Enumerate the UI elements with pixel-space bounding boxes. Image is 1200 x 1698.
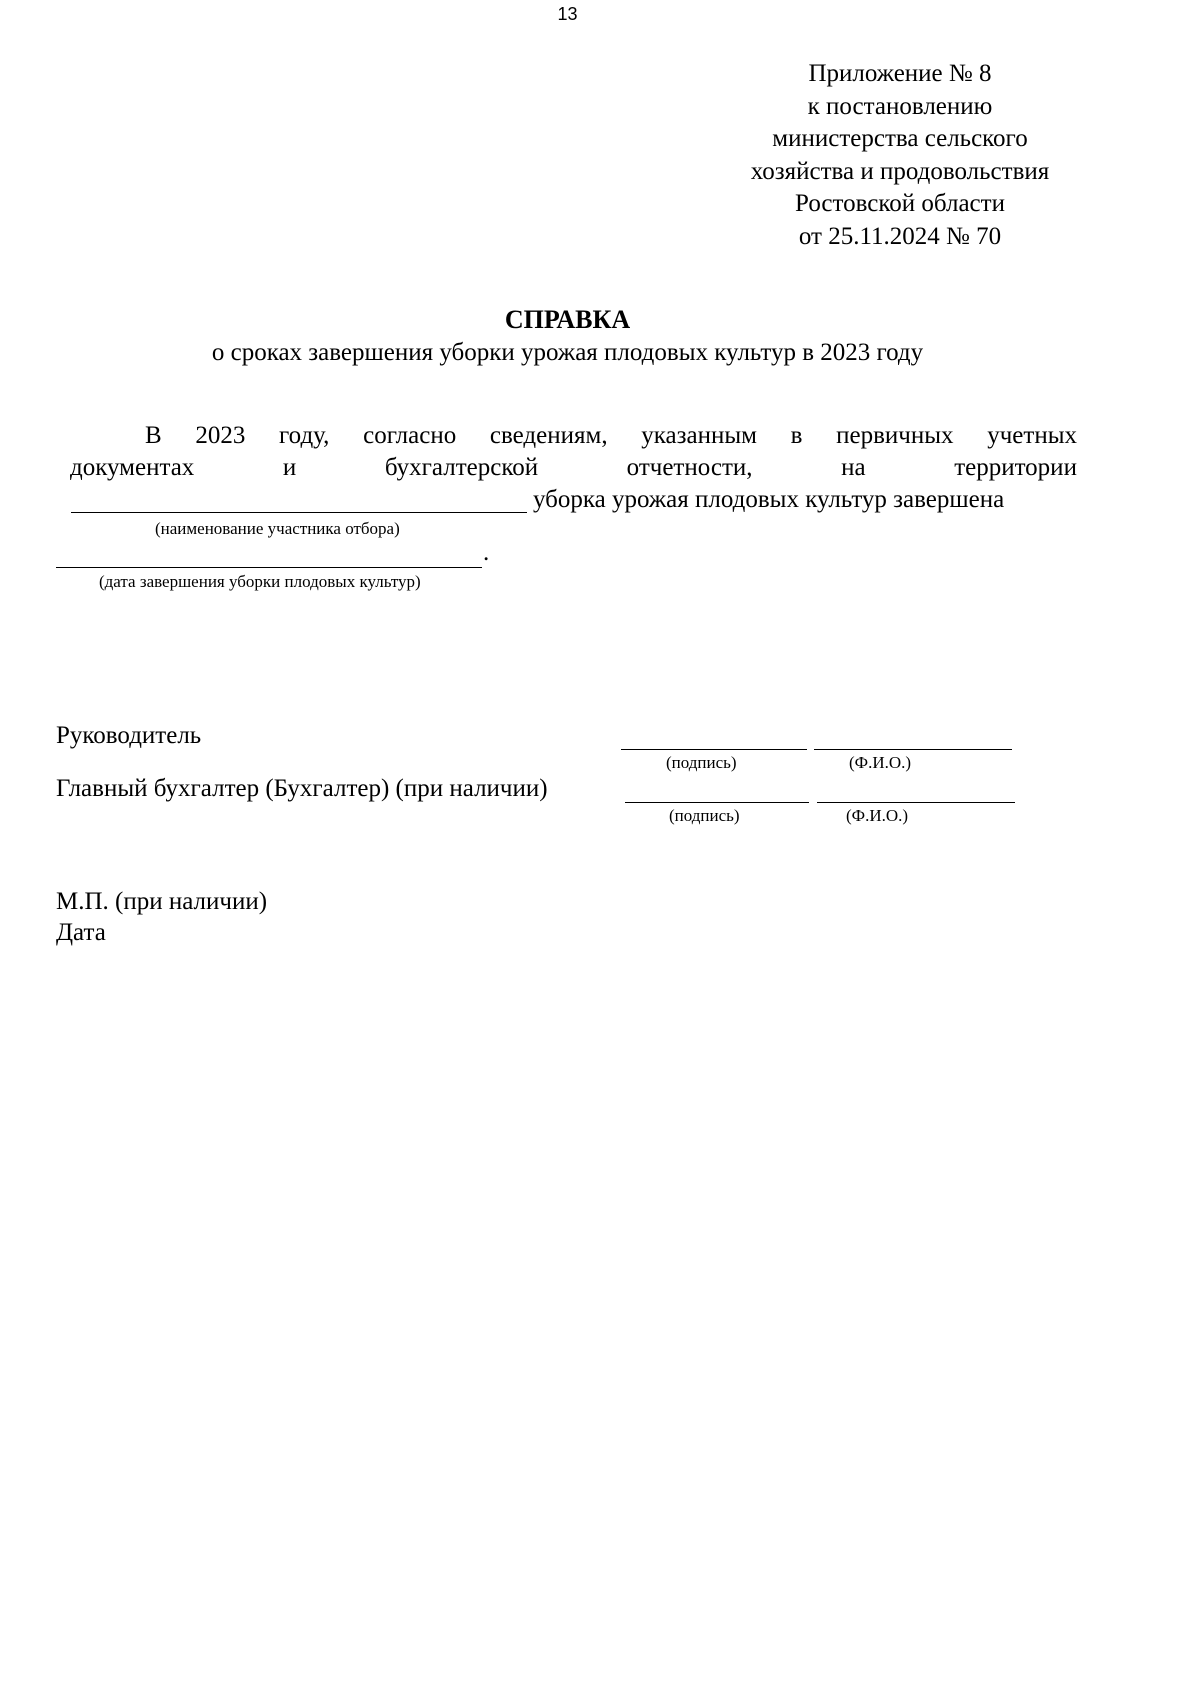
head-signature-caption: (подпись) (666, 753, 737, 772)
document-title: СПРАВКА (504, 305, 631, 334)
body-word: году, (279, 422, 330, 449)
harvest-completed-text: уборка урожая плодовых культур завершена (533, 486, 1005, 513)
appendix-line: от 25.11.2024 № 70 (798, 222, 1002, 250)
appendix-line: Ростовской области (795, 190, 1005, 217)
appendix-line: министерства сельского (772, 125, 1028, 152)
body-line-2 (70, 454, 1077, 482)
accountant-signature-blank[interactable] (625, 802, 809, 803)
stamp-label: М.П. (при наличии) (56, 888, 268, 915)
date-caption: (дата завершения уборки плодовых культур) (99, 572, 421, 591)
document-subtitle: о сроках завершения уборки урожая плодовых культур в 2023 году (211, 339, 924, 366)
appendix-block (700, 58, 1100, 253)
appendix-line: Приложение № 8 (808, 60, 992, 87)
participant-caption: (наименование участника отбора) (155, 519, 400, 538)
body-word: и (282, 454, 297, 481)
accountant-label: Главный бухгалтер (Бухгалтер) (при наличии) (56, 775, 548, 802)
body-word: учетных (987, 422, 1077, 449)
head-name-caption: (Ф.И.О.) (849, 753, 912, 772)
body-word: В (145, 422, 162, 449)
head-signature-blank[interactable] (621, 749, 807, 750)
body-word: отчетности, (626, 454, 753, 481)
body-word: первичных (836, 422, 954, 449)
head-label: Руководитель (56, 722, 202, 749)
body-word: согласно (363, 422, 457, 449)
date-period: . (483, 539, 490, 566)
accountant-name-caption: (Ф.И.О.) (846, 806, 909, 825)
body-word: сведениям, (489, 422, 608, 449)
body-line-1 (145, 422, 1077, 450)
accountant-signature-caption: (подпись) (669, 806, 740, 825)
body-word: документах (70, 454, 195, 481)
body-word: 2023 (195, 422, 246, 449)
page-number: 13 (557, 4, 578, 24)
body-word: в (790, 422, 803, 449)
body-word: на (841, 454, 866, 481)
appendix-line: хозяйства и продовольствия (750, 157, 1050, 185)
participant-name-blank[interactable] (71, 512, 527, 513)
body-word: указанным (641, 422, 757, 449)
body-word: территории (954, 454, 1077, 481)
appendix-line: к постановлению (807, 92, 993, 120)
accountant-name-blank[interactable] (817, 802, 1015, 803)
body-word: бухгалтерской (384, 454, 539, 481)
head-name-blank[interactable] (814, 749, 1012, 750)
harvest-date-blank[interactable] (56, 567, 482, 568)
date-label: Дата (56, 919, 106, 946)
